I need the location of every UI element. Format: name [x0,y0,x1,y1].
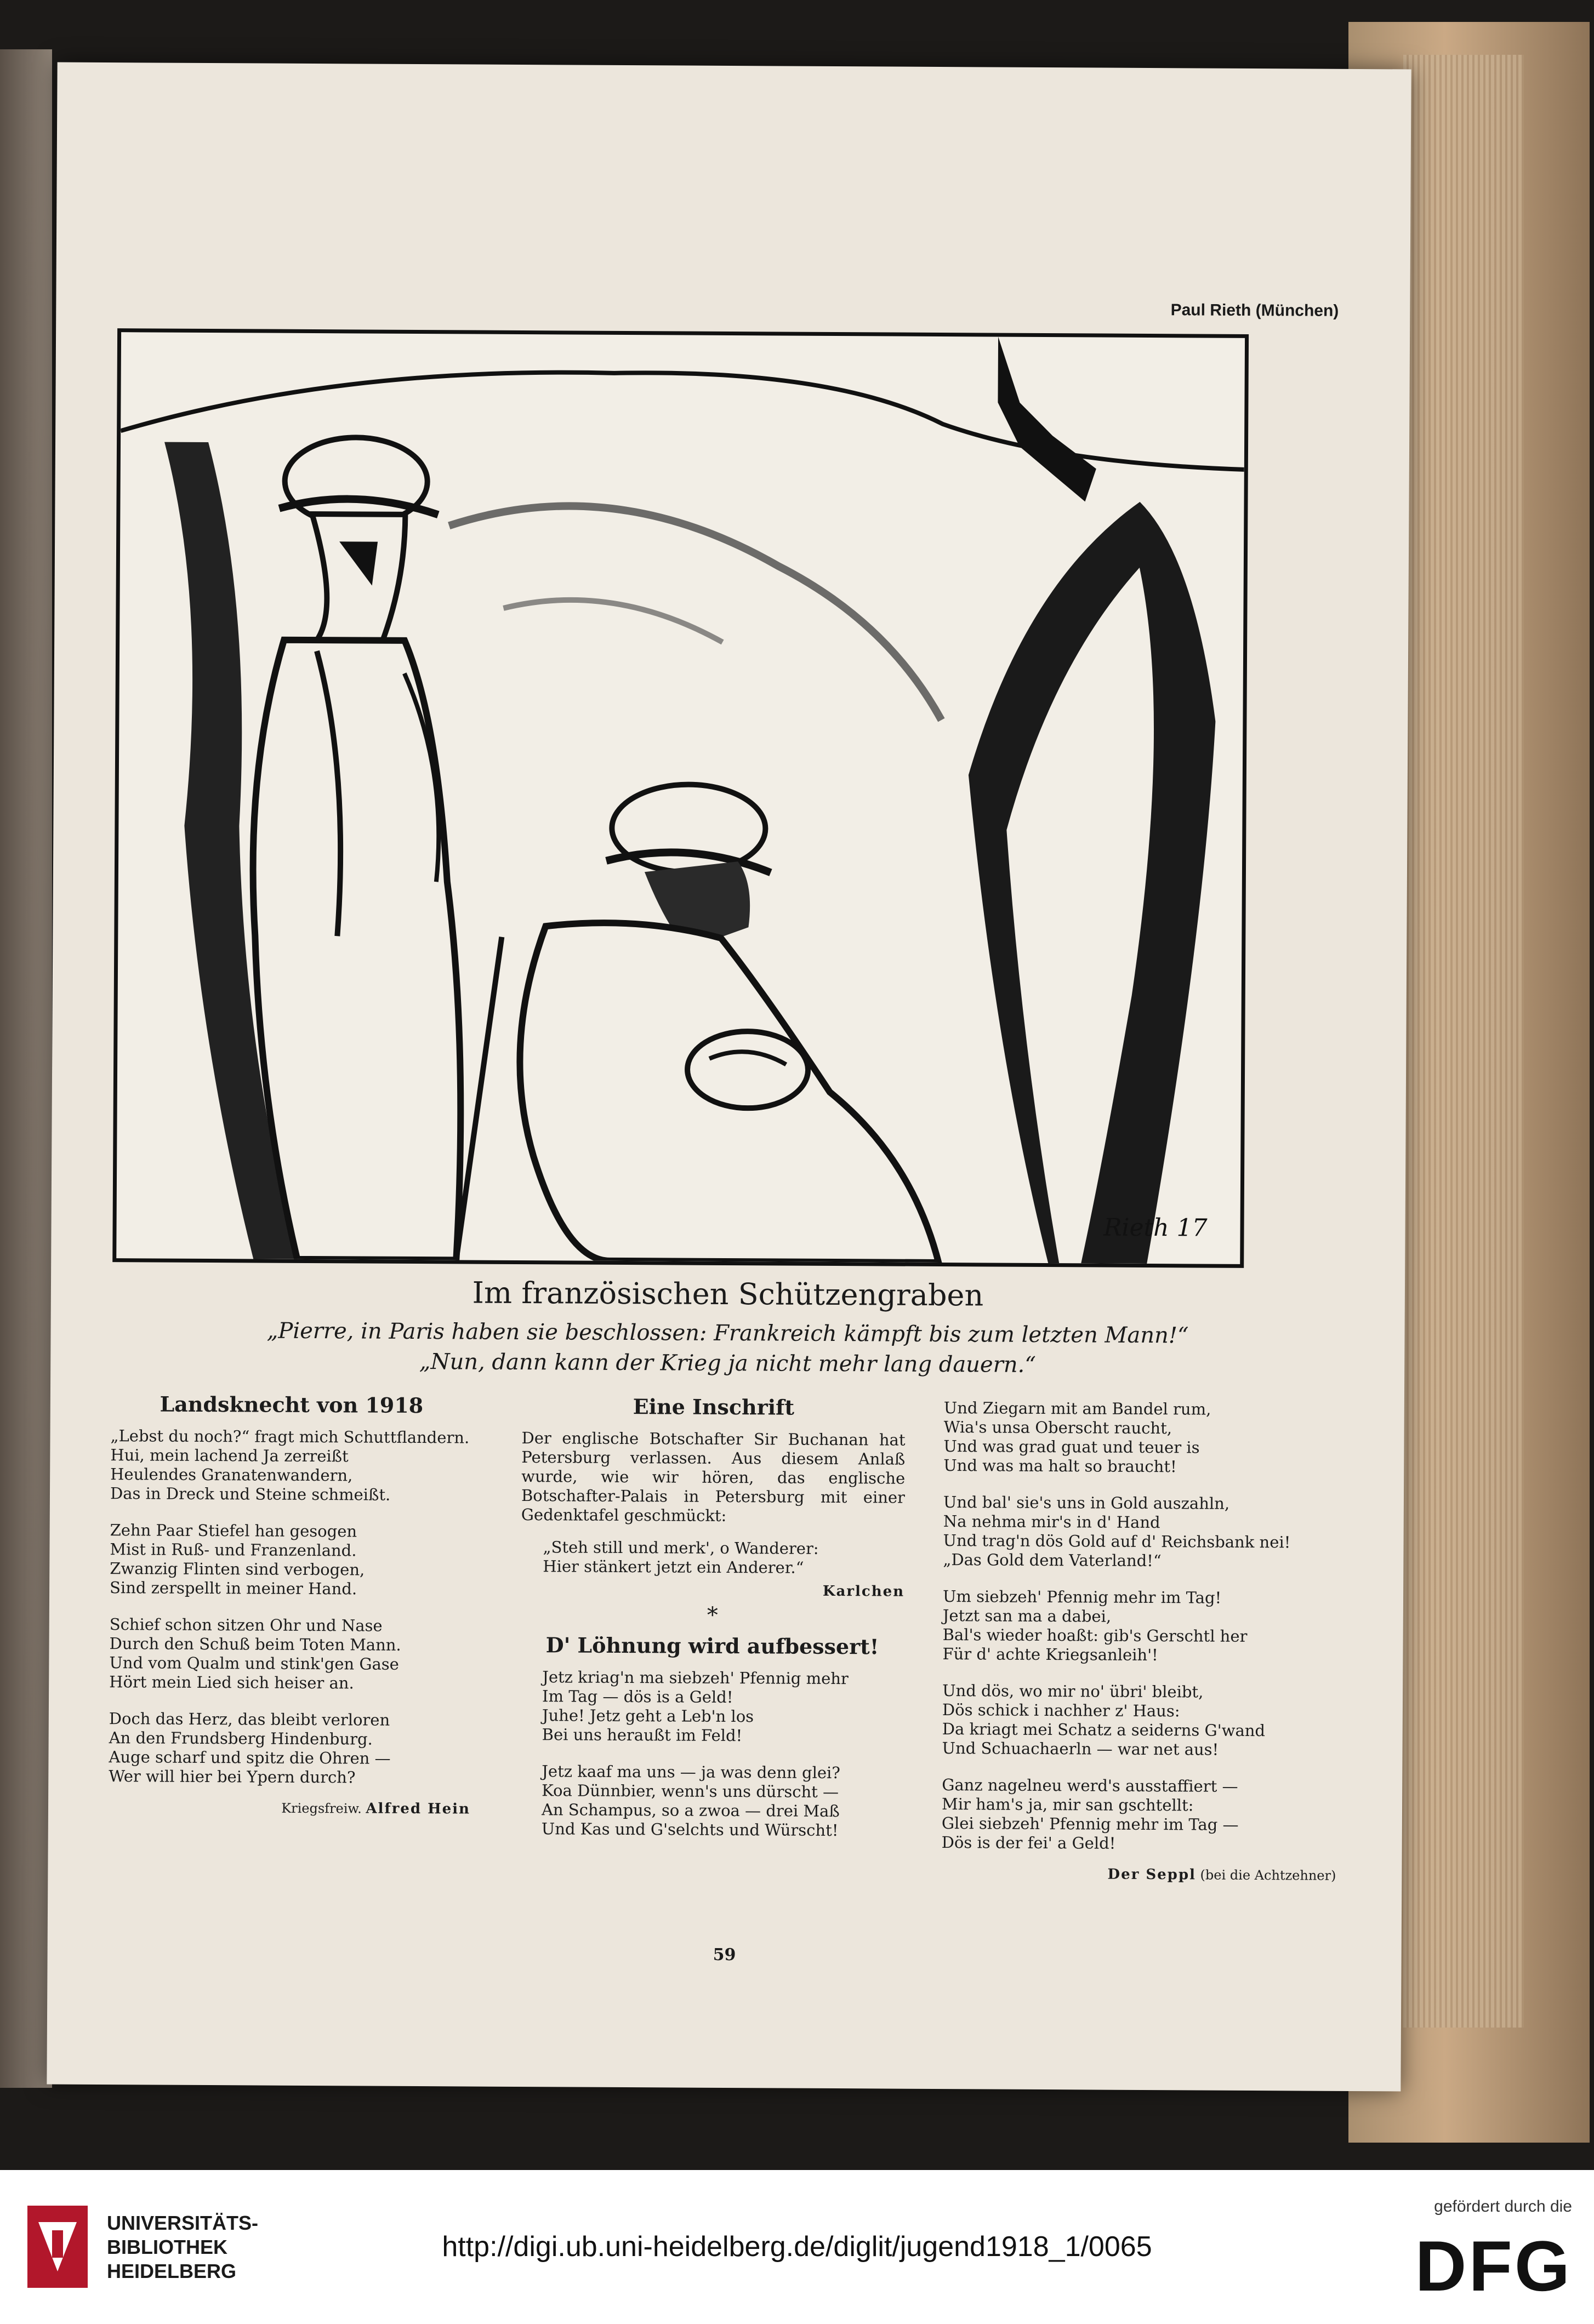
trench-drawing [116,332,1245,1264]
verse-line: Hört mein Lied sich heiser an. [109,1672,354,1693]
artist-credit: Paul Rieth (München) [1170,301,1339,320]
author-line [521,1580,904,1602]
author-name: Alfred Hein [366,1800,471,1818]
author-name: Der Seppl [1107,1866,1197,1883]
verse-line: Bei uns heraußt im Feld! [542,1725,743,1745]
verse-line: Durch den Schuß beim Toten Mann. [109,1634,401,1654]
stanza [520,1668,904,1746]
verse-line: Und Kas und G'selchts und Würscht! [541,1819,839,1840]
article-text: Der englische Botschafter Sir Buchanan hat Petersburg verlassen. Aus diesem Anlaß wurde, wie wir hören, das englische Botschafter-Palais in Petersburg mit einer Gedenktafel geschmückt: [521,1429,906,1525]
institution-line: HEIDELBERG [107,2260,237,2282]
verse-line: Im Tag — dös is a Geld! [542,1687,733,1707]
funding-note: gefördert durch die [1434,2197,1572,2215]
separator-star: * [707,1602,718,1628]
verse-line: Und was grad guat und teuer is [943,1437,1200,1457]
author-line [109,1798,470,1819]
author-name: Karlchen [822,1583,905,1600]
verse-line: Schief schon sitzen Ohr und Nase [109,1615,383,1635]
verse-line: Und vom Qualm und stink'gen Gase [109,1653,399,1674]
book-left-edge [0,49,52,2088]
verse-line: Wia's unsa Oberscht raucht, [943,1418,1172,1438]
caption-line-2: „Nun, dann kann der Krieg ja nicht mehr lang dauern.“ [419,1349,1036,1378]
inscription-line: „Steh still und merk', o Wanderer: [543,1538,819,1558]
inscription-line: Hier stänkert jetzt ein Anderer.“ [543,1557,804,1577]
page-number: 59 [713,1945,736,1965]
stanza [942,1775,1337,1854]
verse-line: Hui, mein lachend Ja zerreißt [110,1446,349,1466]
verse-line: Wer will hier bei Ypern durch? [109,1767,356,1787]
verse-line: Bal's wieder hoaßt: gib's Gerschtl her [942,1625,1248,1646]
stanza [520,1762,904,1841]
verse-line: Und Ziegarn mit am Bandel rum, [943,1398,1211,1419]
author-prefix: Kriegsfreiw. [281,1800,362,1817]
verse-line: Und dös, wo mir no' übri' bleibt, [942,1681,1204,1701]
verse-line: Zwanzig Flinten sind verbogen, [110,1559,365,1579]
verse-line: Um siebzeh' Pfennig mehr im Tag! [942,1587,1222,1607]
verse-line: Mist in Ruß- und Franzenland. [110,1540,357,1560]
stanza [109,1709,471,1788]
trench-illustration [112,328,1249,1268]
stanza [942,1681,1337,1760]
stanza [110,1426,472,1505]
verse-line: Jetz kriag'n ma siebzeh' Pfennig mehr [542,1668,849,1688]
verse-line: Für d' achte Kriegsanleih'! [942,1644,1158,1665]
stanza [942,1587,1337,1666]
scanned-page [47,62,1411,2092]
dfg-logo: DFG [1415,2226,1572,2306]
verse-line: Glei siebzeh' Pfennig mehr im Tag — [941,1814,1239,1834]
verse-line: Koa Dünnbier, wenn's uns dürscht — [542,1781,839,1802]
caption-title: Im französischen Schützengraben [472,1275,984,1313]
verse-line: Und trag'n dös Gold auf d' Reichsbank nei! [943,1531,1291,1552]
verse-line: Na nehma mir's in d' Hand [943,1512,1160,1532]
institution-line: BIBLIOTHEK [107,2236,227,2258]
verse-line: Doch das Herz, das bleibt verloren [109,1709,390,1729]
book-page-stack [1403,55,1524,2028]
stanza [943,1398,1339,1477]
stanza [110,1521,472,1599]
verse-line: Und bal' sie's uns in Gold auszahln, [943,1493,1230,1513]
institution-line: UNIVERSITÄTS- [107,2212,259,2234]
column-landsknecht [109,1391,472,1819]
artist-signature: Rieth 17 [1103,1213,1208,1242]
column-inschrift [520,1396,906,1858]
verse-line: Und was ma halt so braucht! [943,1456,1177,1476]
inscription [521,1538,904,1578]
verse-line: Ganz nagelneu werd's ausstaffiert — [942,1775,1238,1796]
author-suffix: (bei die Achtzehner) [1200,1867,1336,1883]
stanza [943,1493,1338,1572]
caption-line-1: „Pierre, in Paris haben sie beschlossen: Frankreich kämpft bis zum letzten Mann!“ [266,1318,1189,1349]
verse-line: „Das Gold dem Vaterland!“ [943,1550,1162,1571]
verse-line: Jetzt san ma a dabei, [942,1606,1112,1626]
stanza [109,1615,471,1693]
verse-line: Dös is der fei' a Geld! [941,1833,1116,1853]
poem-title-landsknecht: Landsknecht von 1918 [160,1391,424,1418]
verse-line: Und Schuachaerln — war net aus! [942,1739,1219,1759]
verse-line: Mir ham's ja, mir san gschtellt: [941,1795,1194,1815]
verse-line: Jetz kaaf ma uns — ja was denn glei? [542,1762,841,1783]
source-url-link[interactable]: http://digi.ub.uni-heidelberg.de/diglit/jugend1918_1/0065 [442,2231,1152,2263]
verse-line: Das in Dreck und Steine schmeißt. [110,1484,391,1504]
author-line [941,1864,1336,1886]
verse-line: Zehn Paar Stiefel han gesogen [110,1521,357,1541]
verse-line: Juhe! Jetz geht a Leb'n los [542,1706,754,1726]
column-loehnung-continued [941,1398,1339,1886]
verse-line: An Schampus, so a zwoa — drei Maß [541,1800,840,1821]
digitization-footer [0,2170,1594,2324]
verse-line: Sind zerspellt in meiner Hand. [110,1578,357,1598]
poem-title-loehnung: D' Löhnung wird aufbessert! [545,1632,879,1659]
verse-line: Dös schick i nachher z' Haus: [942,1700,1180,1721]
verse-line: Heulendes Granatenwandern, [110,1465,353,1485]
article-title-inschrift: Eine Inschrift [633,1394,795,1420]
verse-line: „Lebst du noch?“ fragt mich Schuttflandern. [110,1426,470,1447]
verse-line: An den Frundsberg Hindenburg. [109,1728,373,1749]
verse-line: Auge scharf und spitz die Ohren — [109,1748,391,1768]
verse-line: Da kriagt mei Schatz a seiderns G'wand [942,1720,1266,1740]
